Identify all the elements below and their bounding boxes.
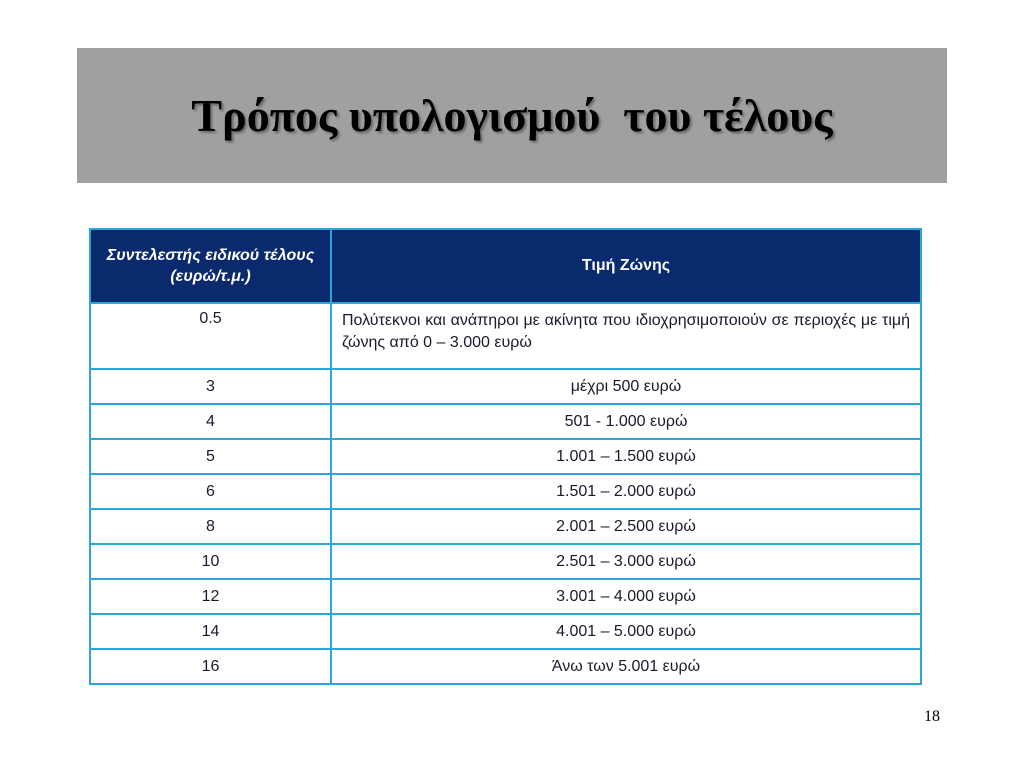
zone-cell: 1.501 – 2.000 ευρώ (331, 474, 921, 509)
slide-title: Τρόπος υπολογισμού του τέλους (191, 90, 833, 141)
header-rate: Συντελεστής ειδικού τέλους (ευρώ/τ.μ.) (90, 229, 331, 303)
zone-cell: 4.001 – 5.000 ευρώ (331, 614, 921, 649)
zone-cell: 3.001 – 4.000 ευρώ (331, 579, 921, 614)
table-header-row (90, 229, 921, 303)
rate-cell: 12 (90, 579, 331, 614)
page-number: 18 (924, 708, 940, 725)
rate-cell: 5 (90, 439, 331, 474)
table-row (90, 544, 921, 579)
table-row (90, 579, 921, 614)
zone-cell: 1.001 – 1.500 ευρώ (331, 439, 921, 474)
table-row (90, 439, 921, 474)
zone-cell: 2.001 – 2.500 ευρώ (331, 509, 921, 544)
rate-cell: 16 (90, 649, 331, 684)
rate-cell: 14 (90, 614, 331, 649)
fee-table (89, 228, 922, 685)
rate-cell: 6 (90, 474, 331, 509)
table-row (90, 649, 921, 684)
table-row (90, 509, 921, 544)
rate-cell: 3 (90, 369, 331, 404)
header-zone: Τιμή Ζώνης (331, 229, 921, 303)
table-row (90, 369, 921, 404)
table-row (90, 474, 921, 509)
table-row (90, 614, 921, 649)
table-row (90, 404, 921, 439)
zone-cell: Άνω των 5.001 ευρώ (331, 649, 921, 684)
zone-cell: Πολύτεκνοι και ανάπηροι με ακίνητα που ιδιοχρησιμοποιούν σε περιοχές με τιμή ζώνης από 0 – 3.000 ευρώ (331, 303, 921, 369)
rate-cell: 10 (90, 544, 331, 579)
rate-cell: 8 (90, 509, 331, 544)
zone-cell: 501 - 1.000 ευρώ (331, 404, 921, 439)
title-bar (77, 48, 947, 183)
zone-cell: μέχρι 500 ευρώ (331, 369, 921, 404)
rate-cell: 0.5 (90, 303, 331, 369)
rate-cell: 4 (90, 404, 331, 439)
zone-cell: 2.501 – 3.000 ευρώ (331, 544, 921, 579)
table-row (90, 303, 921, 369)
